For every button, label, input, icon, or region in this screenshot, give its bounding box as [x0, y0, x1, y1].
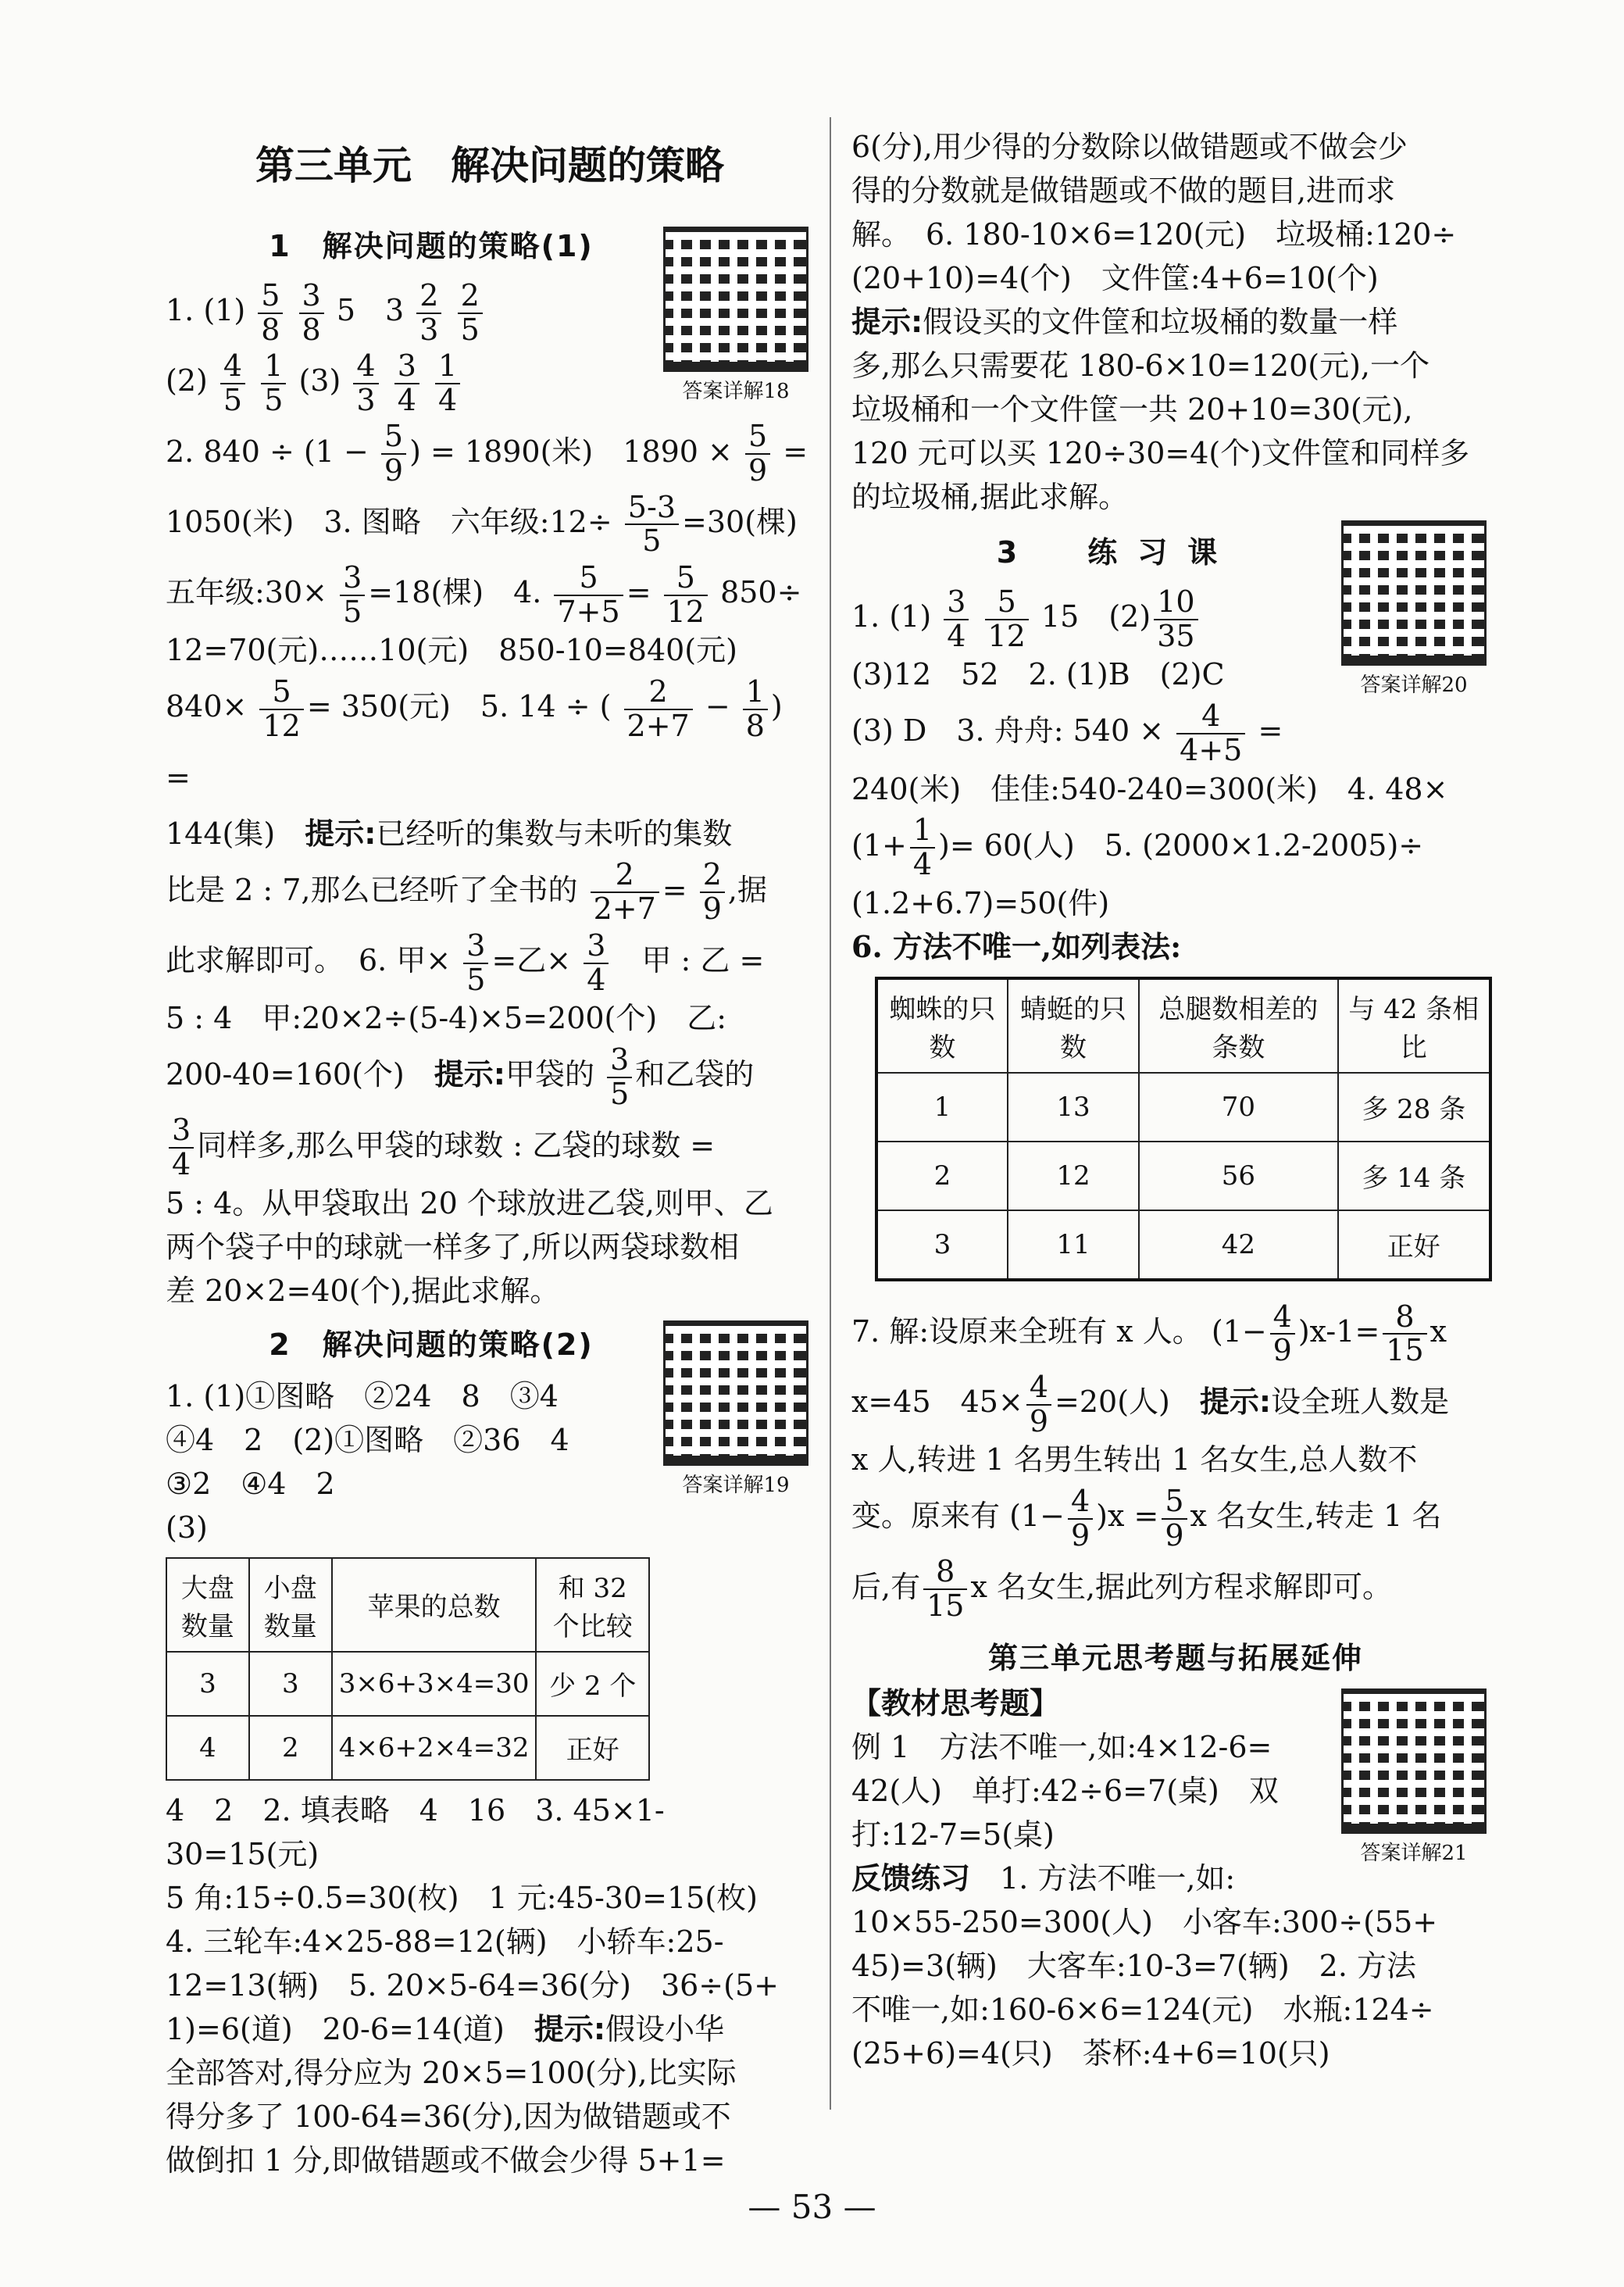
s4-bracket-heading: 【教材思考题】: [851, 1686, 1060, 1721]
qr-code-19[interactable]: [658, 1320, 814, 1498]
section-3-title: 3 练习课: [996, 535, 1238, 570]
s2-line-2: ④4 2 (2)①图略 ②36 4: [166, 1422, 569, 1457]
qr-caption: 答案详解18: [682, 380, 790, 403]
s3-q7-line-4: 变。原来有 (1− $\frac{4}{9}$ )x = $\frac{5}{9}$ x 名女生,转走 1 名: [851, 1484, 1442, 1553]
r-tip-line: 提示:假设买的文件筐和垃圾桶的数量一样: [851, 305, 1398, 339]
s3-line-3: (3) D 3. 舟舟: 540 × $\frac{4}{4+5}$ =: [851, 699, 1283, 767]
s1-line-10: 此求解即可。 6. 甲× $\frac{3}{5}$ =乙× $\frac{3}{4}$ 甲 : 乙 =: [166, 927, 765, 997]
s1-line-12: 200-40=160(个) 提示:甲袋的 $\frac{3}{5}$ 和乙袋的: [166, 1042, 755, 1111]
s1-line-7: 840× $\frac{5}{12}$ = 350(元) 5. 14 ÷ ( $\frac{2}{2+7}$ − $\frac{1}{8}$ ) =: [166, 674, 783, 795]
qr-caption: 答案详解20: [1360, 674, 1468, 697]
s3-line-6: (1.2+6.7)=50(件): [851, 885, 1110, 920]
s1-line-9: 比是 2 : 7,那么已经听了全书的 $\frac{2}{2+7}$ = $\frac{2}{9}$ ,据: [166, 857, 767, 927]
s2-after-7: 得分多了 100-64=36(分),因为做错题或不: [166, 2099, 731, 2134]
s2-line-4: (3): [166, 1510, 208, 1545]
table-header-row: [876, 978, 1490, 1073]
table-cell: 4×6+2×4=32: [332, 1716, 537, 1780]
table-cell: 70: [1139, 1073, 1337, 1142]
s1-line-8: 144(集) 提示:已经听的集数与未听的集数: [166, 816, 733, 851]
table-cell: 多 28 条: [1338, 1073, 1490, 1142]
s1-line-16: 差 20×2=40(个),据此求解。: [166, 1273, 560, 1308]
table-header: 大盘数量: [166, 1558, 249, 1652]
s3-line-1: 1. (1) $\frac{3}{4}$ $\frac{5}{12}$ 15 (2) $\frac{10}{35}$: [851, 582, 1500, 652]
qr-code-21[interactable]: [1336, 1688, 1492, 1866]
qr-code-icon: [1341, 1688, 1487, 1834]
r-cont-2: 得的分数就是做错题或不做的题目,进而求: [851, 173, 1396, 208]
s1-line-6: 12=70(元)……10(元) 850-10=840(元): [166, 633, 737, 668]
section-1-title: 1 解决问题的策略(1): [269, 229, 594, 263]
table-header: 蜻蜓的只数: [1008, 978, 1139, 1073]
qr-code-icon: [1341, 520, 1487, 666]
s2-after-6: 全部答对,得分应为 20×5=100(分),比实际: [166, 2055, 737, 2090]
section-4-title: 第三单元思考题与拓展延伸: [987, 1641, 1363, 1676]
qr-caption: 答案详解21: [1360, 1842, 1468, 1866]
s2-line-3: ③2 ④4 2: [166, 1466, 335, 1501]
s1-line-11: 5 : 4 甲:20×2÷(5-4)×5=200(个) 乙:: [166, 1001, 727, 1036]
s4-line-2: 42(人) 单打:42÷6=7(桌) 双: [851, 1774, 1279, 1809]
qr-code-18[interactable]: [658, 227, 814, 404]
s1-line-5: 五年级:30× $\frac{3}{5}$ =18(棵) 4. $\frac{5}{7+5}$ = $\frac{5}{12}$ 850÷: [166, 559, 802, 629]
table-cell: 2: [249, 1716, 332, 1780]
s3-line-2: (3)12 52 2. (1)B (2)C: [851, 657, 1225, 692]
s1-line-15: 两个袋子中的球就一样多了,所以两袋球数相: [166, 1229, 740, 1264]
table-cell: 少 2 个: [536, 1652, 649, 1716]
r-cont-3: 解。 6. 180-10×6=120(元) 垃圾桶:120÷: [851, 217, 1457, 252]
table-header: 小盘数量: [249, 1558, 332, 1652]
table-row: [876, 1142, 1490, 1210]
qr-code-icon: [663, 227, 808, 372]
table-cell: 正好: [536, 1716, 649, 1780]
s4-line-1: 例 1 方法不唯一,如:4×12-6=: [851, 1730, 1272, 1765]
r-cont2-3: 120 元可以买 120÷30=4(个)文件筐和同样多: [851, 436, 1470, 470]
table-cell: 3: [249, 1652, 332, 1716]
s2-table: [166, 1557, 650, 1781]
s4-fb-line-3: 45)=3(辆) 大客车:10-3=7(辆) 2. 方法: [851, 1949, 1417, 1984]
qr-caption: 答案详解19: [682, 1473, 790, 1497]
s2-after-2: 5 角:15÷0.5=30(枚) 1 元:45-30=15(枚): [166, 1880, 758, 1915]
s4-fb-line-4: 不唯一,如:160-6×6=124(元) 水瓶:124÷: [851, 1992, 1434, 2028]
right-column: [851, 117, 1500, 2075]
table-cell: 3: [166, 1652, 249, 1716]
section-2-title: 2 解决问题的策略(2): [269, 1327, 594, 1362]
s3-table: [875, 977, 1492, 1281]
s4-fb-line-1: 反馈练习 1. 方法不唯一,如:: [851, 1861, 1236, 1896]
table-header: 总腿数相差的条数: [1139, 978, 1337, 1073]
unit-title: 第三单元 解决问题的策略: [255, 142, 724, 188]
s2-after-5: 1)=6(道) 20-6=14(道) 提示:假设小华: [166, 2011, 725, 2046]
table-header: 与 42 条相比: [1338, 978, 1490, 1073]
s1-line-3: 2. 840 ÷ (1 − $\frac{5}{9}$ ) = 1890(米) 1890 × $\frac{5}{9}$ =: [166, 419, 808, 488]
table-row: [876, 1073, 1490, 1142]
s3-line-5: (1+ $\frac{1}{4}$ )= 60(人) 5. (2000×1.2-2005)÷: [851, 813, 1424, 882]
s3-q7-line-3: x 人,转进 1 名男生转出 1 名女生,总人数不: [851, 1442, 1418, 1478]
table-cell: 4: [166, 1716, 249, 1780]
s3-line-4: 240(米) 佳佳:540-240=300(米) 4. 48×: [851, 771, 1448, 806]
table-cell: 2: [876, 1142, 1008, 1210]
s1-line-4: 1050(米) 3. 图略 六年级:12÷ $\frac{5-3}{5}$ =30(棵): [166, 489, 798, 559]
table-cell: 3: [876, 1210, 1008, 1280]
table-row: [876, 1210, 1490, 1280]
r-cont-4: (20+10)=4(个) 文件筐:4+6=10(个): [851, 261, 1379, 295]
s3-line-7: 6. 方法不唯一,如列表法:: [851, 928, 1182, 964]
s1-line-2: (2) $\frac{4}{5}$ $\frac{1}{5}$ (3) $\frac{4}{3}$ $\frac{3}{4}$ $\frac{1}{4}$: [166, 346, 814, 416]
left-column: [166, 117, 814, 2182]
table-cell: 12: [1008, 1142, 1139, 1210]
table-cell: 11: [1008, 1210, 1139, 1280]
s4-fb-line-2: 10×55-250=300(人) 小客车:300÷(55+: [851, 1905, 1438, 1940]
table-row: [166, 1716, 649, 1780]
s2-line-1: 1. (1)①图略 ②24 8 ③4: [166, 1378, 559, 1413]
s3-q7-line-5: 后,有 $\frac{8}{15}$ x 名女生,据此列方程求解即可。: [851, 1554, 1393, 1624]
s1-line-13: $\frac{3}{4}$ 同样多,那么甲袋的球数 : 乙袋的球数 =: [166, 1111, 814, 1181]
qr-code-icon: [663, 1320, 808, 1466]
table-cell: 13: [1008, 1073, 1139, 1142]
qr-code-20[interactable]: [1336, 520, 1492, 698]
page-number: — 53 —: [748, 2188, 876, 2226]
s2-after-8: 做倒扣 1 分,即做错题或不做会少得 5+1=: [166, 2142, 726, 2178]
s3-q7-line-1: 7. 解:设原来全班有 x 人。 (1− $\frac{4}{9}$ )x-1= $\frac{8}{15}$ x: [851, 1299, 1447, 1368]
s1-line-1: 1. (1) $\frac{5}{8}$ $\frac{3}{8}$ 5 3 $\frac{2}{3}$ $\frac{2}{5}$: [166, 276, 814, 346]
s4-line-3: 打:12-7=5(桌): [851, 1817, 1055, 1853]
table-header-row: [166, 1558, 649, 1652]
s2-after-3: 4. 三轮车:4×25-88=12(辆) 小轿车:25-: [166, 1924, 724, 1959]
table-cell: 正好: [1338, 1210, 1490, 1280]
s4-fb-line-5: (25+6)=4(只) 茶杯:4+6=10(只): [851, 2036, 1330, 2071]
r-cont2-1: 多,那么只需要花 180-6×10=120(元),一个: [851, 348, 1429, 383]
r-cont-1: 6(分),用少得的分数除以做错题或不做会少: [851, 130, 1408, 164]
table-cell: 42: [1139, 1210, 1337, 1280]
column-divider: [830, 117, 831, 2110]
s1-line-14: 5 : 4。从甲袋取出 20 个球放进乙袋,则甲、乙: [166, 1185, 773, 1220]
table-header: 苹果的总数: [332, 1558, 537, 1652]
s2-after-1: 4 2 2. 填表略 4 16 3. 45×1-30=15(元): [166, 1792, 665, 1871]
table-cell: 1: [876, 1073, 1008, 1142]
s3-q7-line-2: x=45 45× $\frac{4}{9}$ =20(人) 提示:设全班人数是: [851, 1369, 1450, 1438]
r-cont2-2: 垃圾桶和一个文件筐一共 20+10=30(元),: [851, 392, 1413, 427]
table-header: 和 32 个比较: [536, 1558, 649, 1652]
s2-after-4: 12=13(辆) 5. 20×5-64=36(分) 36÷(5+: [166, 1967, 779, 2003]
r-cont2-4: 的垃圾桶,据此求解。: [851, 480, 1129, 514]
table-header: 蜘蛛的只数: [876, 978, 1008, 1073]
table-cell: 3×6+3×4=30: [332, 1652, 537, 1716]
table-cell: 多 14 条: [1338, 1142, 1490, 1210]
table-row: [166, 1652, 649, 1716]
table-cell: 56: [1139, 1142, 1337, 1210]
